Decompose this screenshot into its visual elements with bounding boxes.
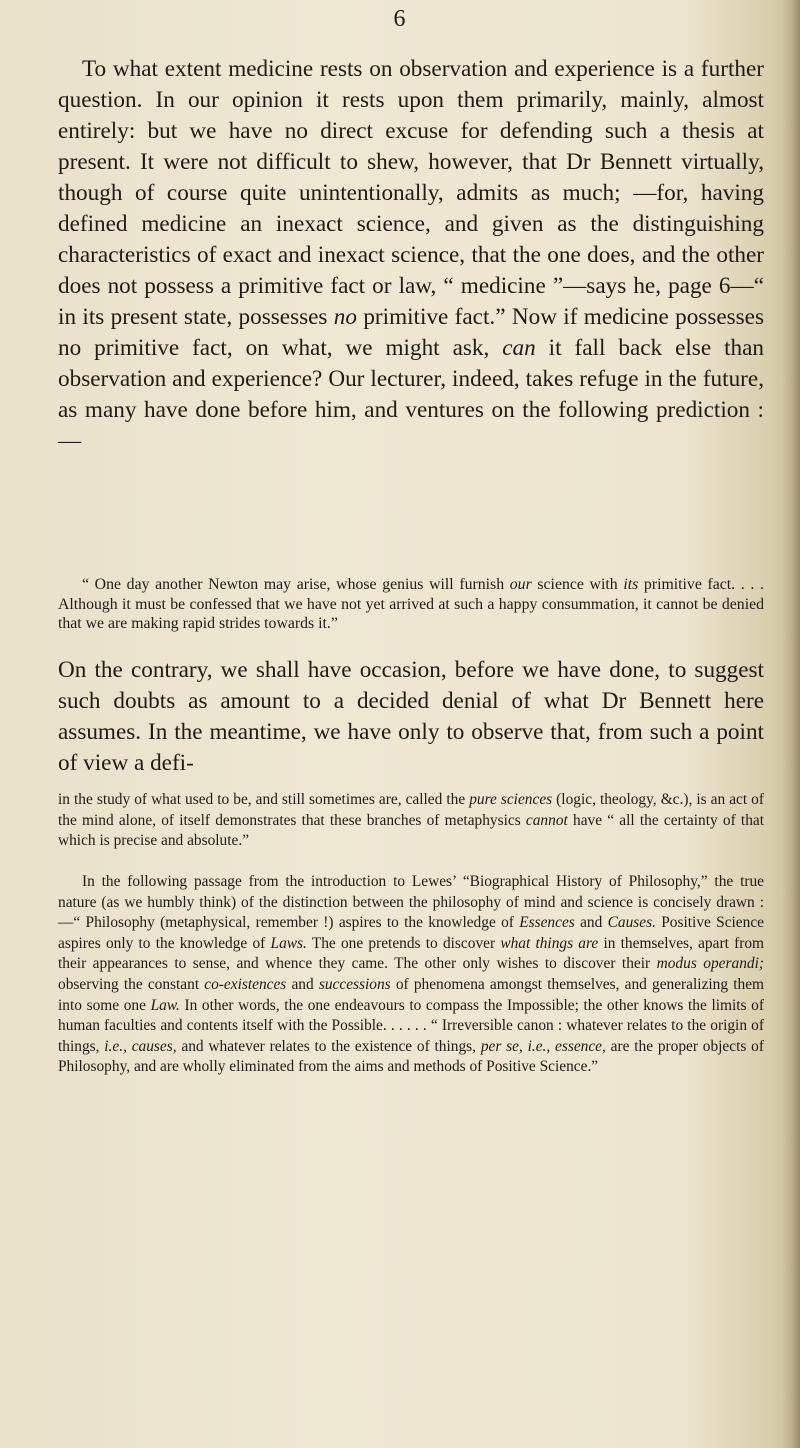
text-run: are the proper objects of Philosophy, and are wholly eliminated from the aims and methods of Positive Science.”	[58, 1037, 764, 1076]
text-run: it fall back else than observation and experience? Our lecturer, indeed, takes refuge in the future, as many have done before him, and ventures on the following prediction :—	[58, 335, 764, 454]
italic-run: successions	[318, 975, 391, 993]
text-run: and	[574, 914, 608, 932]
italic-run: no	[333, 304, 357, 330]
text-run: In other words, the one endeavours to compass the Impossible; the other knows the limits of human faculties and contents itself with the Possible. . . . . . “ Irreversible canon : whatever relates to the origin of things,	[58, 996, 764, 1055]
text-run: primitive fact.” Now if medicine possesses no primitive fact, on what, we might ask,	[58, 304, 764, 361]
body-paragraph-1	[58, 54, 764, 457]
text-run: “ One day another Newton may arise, whose genius will furnish	[82, 576, 510, 593]
text-run: To what extent medicine rests on observation and experience is a further question. In our opinion it rests upon them primarily, mainly, almost entirely: but we have no direct excuse for defending such a thesis at present. It were not difficult to shew, however, that Dr Bennett virtually, though of course quite unintentionally, admits as much; —for, having defined medicine an inexact science, and given as the distinguishing characteristics of exact and inexact science, that the one does, and the other does not possess a primitive fact or law, “ medicine ”—says he, page 6—“ in its present state, possesses	[58, 56, 764, 330]
footnote-lewes-quote	[58, 872, 764, 1078]
page-number: 6	[393, 6, 407, 32]
italic-run: its	[623, 576, 639, 593]
text-run: science with	[531, 576, 624, 593]
text-run: The one pretends to discover	[306, 934, 501, 952]
italic-run: Essences	[519, 914, 575, 932]
text-run: observing the constant	[58, 975, 205, 993]
text-run: have “ all the certainty of that which is precise and absolute.”	[58, 811, 764, 850]
text-run: and	[286, 975, 319, 993]
italic-run: what things are	[500, 934, 599, 952]
text-run: (logic, theology, &c.), is an act of the mind alone, of itself demonstrates that these branches of metaphysics	[58, 791, 764, 829]
text-run: primitive fact. . . . Although it must be confessed that we have not yet arrived at such a happy consummation, it cannot be denied that we are making rapid strides towards it.”	[58, 576, 764, 632]
italic-run: Causes.	[607, 914, 656, 932]
italic-run: cannot	[525, 811, 568, 829]
italic-run: pure sciences	[469, 791, 553, 808]
page-edge-shadow	[782, 0, 800, 1448]
italic-run: co-existences	[204, 975, 287, 993]
italic-run: i.e., causes,	[104, 1037, 177, 1055]
footnote-continuation	[58, 790, 764, 852]
italic-run: Law.	[150, 996, 180, 1014]
text-run: and whatever relates to the existence of things,	[176, 1037, 481, 1055]
text-run: Positive Science aspires only to the knowledge of	[58, 914, 764, 952]
italic-run: our	[509, 576, 532, 593]
text-run: in themselves, apart from their appearances to sense, and whence they came. The other only wishes to discover their	[58, 934, 764, 973]
italic-run: modus operandi;	[656, 955, 764, 973]
italic-run: can	[502, 335, 536, 361]
italic-run: per se, i.e., essence,	[480, 1037, 606, 1055]
italic-run: Laws.	[270, 934, 307, 952]
block-quote	[58, 575, 764, 634]
text-run: In the following passage from the introduction to Lewes’ “Biographical History of Philosophy,” the true nature (as we humbly think) of the distinction between the philosophy of mind and science is concisely drawn :—“ Philosophy (metaphysical, remember !) aspires to the knowledge of	[58, 873, 764, 932]
text-run: in the study of what used to be, and still sometimes are, called the	[58, 791, 470, 808]
text-run: of phenomena amongst themselves, and generalizing them into some one	[58, 975, 764, 1014]
body-paragraph-2: On the contrary, we shall have occasion, before we have done, to suggest such doubts as amount to a decided denial of what Dr Bennett here assumes. In the meantime, we have only to observe that, from such a point of view a defi-	[58, 657, 764, 776]
